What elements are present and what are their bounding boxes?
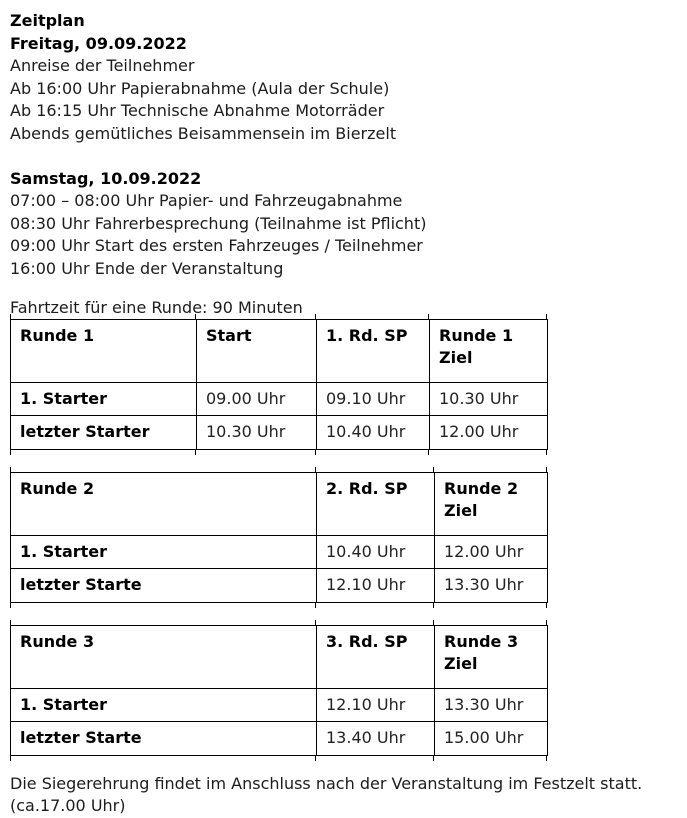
friday-heading: Freitag, 09.09.2022 [10, 33, 187, 53]
friday-line: Ab 16:00 Uhr Papierabnahme (Aula der Schule) [10, 78, 390, 98]
table-row [11, 688, 548, 722]
clipped-row-stub-bottom [10, 756, 547, 761]
header-cell-runde-3: Runde 3 [11, 625, 317, 688]
clipped-row-stub-top [10, 620, 547, 625]
row-label: 1. Starter [11, 535, 317, 569]
friday-line: Anreise der Teilnehmer [10, 56, 195, 75]
table-runde-1-wrap [10, 314, 547, 455]
stub-cell [434, 620, 547, 625]
header-cell-rd-sp: 2. Rd. SP [317, 472, 435, 535]
clipped-row-stub-top [10, 314, 547, 319]
time-cell: 13.30 Uhr [435, 688, 548, 722]
time-cell: 09.00 Uhr [197, 382, 317, 416]
table-header-row [11, 319, 548, 382]
time-cell: 12.10 Uhr [317, 688, 435, 722]
stub-cell [10, 450, 196, 455]
stub-cell [196, 314, 316, 319]
stub-cell [316, 756, 434, 761]
time-cell: 10.40 Uhr [317, 416, 430, 450]
time-cell: 15.00 Uhr [435, 722, 548, 756]
time-cell: 13.40 Uhr [317, 722, 435, 756]
time-cell: 10.40 Uhr [317, 535, 435, 569]
table-row [11, 416, 548, 450]
saturday-heading: Samstag, 10.09.2022 [10, 168, 202, 188]
stub-cell [10, 467, 316, 472]
saturday-line: 08:30 Uhr Fahrerbesprechung (Teilnahme ist Pflicht) [10, 213, 427, 233]
stub-cell [10, 603, 316, 608]
stub-cell [196, 450, 316, 455]
time-cell: 12.00 Uhr [430, 416, 548, 450]
clipped-row-stub-top [10, 467, 547, 472]
stub-cell [316, 467, 434, 472]
table-row [11, 569, 548, 603]
table-row [11, 382, 548, 416]
table-runde-2-wrap [10, 467, 547, 608]
header-cell-ziel: Runde 2 Ziel [435, 472, 548, 535]
time-cell: 13.30 Uhr [435, 569, 548, 603]
footer-line: Die Siegerehrung findet im Anschluss nach der Veranstaltung im Festzelt statt. [10, 773, 643, 793]
saturday-block [10, 168, 687, 281]
friday-block [10, 10, 687, 145]
table-row [11, 535, 548, 569]
row-label: letzter Starte [11, 722, 317, 756]
time-cell: 12.00 Uhr [435, 535, 548, 569]
clipped-row-stub-bottom [10, 603, 547, 608]
table-runde-1 [10, 319, 548, 450]
time-cell: 12.10 Uhr [317, 569, 435, 603]
header-cell-start: Start [197, 319, 317, 382]
saturday-line: 16:00 Uhr Ende der Veranstaltung [10, 258, 284, 278]
stub-cell [10, 314, 196, 319]
row-label: letzter Starter [11, 416, 197, 450]
blank-line [10, 280, 687, 297]
page-title: Zeitplan [10, 11, 85, 30]
stub-cell [434, 603, 547, 608]
row-label: 1. Starter [11, 688, 317, 722]
stub-cell [10, 620, 316, 625]
header-cell-runde-2: Runde 2 [11, 472, 317, 535]
header-cell-runde-1: Runde 1 [11, 319, 197, 382]
stub-cell [434, 756, 547, 761]
time-cell: 10.30 Uhr [197, 416, 317, 450]
header-cell-ziel: Runde 1 Ziel [430, 319, 548, 382]
stub-cell [316, 314, 429, 319]
row-label: letzter Starte [11, 569, 317, 603]
stub-cell [434, 467, 547, 472]
table-row [11, 722, 548, 756]
stub-cell [10, 756, 316, 761]
footer-block [10, 773, 687, 818]
friday-line: Abends gemütliches Beisammensein im Bierzelt [10, 123, 397, 143]
friday-line: Ab 16:15 Uhr Technische Abnahme Motorräder [10, 101, 385, 120]
header-cell-ziel: Runde 3 Ziel [435, 625, 548, 688]
time-cell: 09.10 Uhr [317, 382, 430, 416]
saturday-line: 07:00 – 08:00 Uhr Papier- und Fahrzeugabnahme [10, 191, 403, 210]
clipped-row-stub-bottom [10, 450, 547, 455]
header-cell-rd-sp: 1. Rd. SP [317, 319, 430, 382]
stub-cell [316, 603, 434, 608]
time-cell: 10.30 Uhr [430, 382, 548, 416]
table-header-row [11, 625, 548, 688]
table-runde-3 [10, 625, 548, 756]
saturday-line: 09:00 Uhr Start des ersten Fahrzeuges / Teilnehmer [10, 236, 423, 255]
stub-cell [429, 314, 547, 319]
stub-cell [316, 450, 429, 455]
row-label: 1. Starter [11, 382, 197, 416]
lap-time-note: Fahrtzeit für eine Runde: 90 Minuten [10, 298, 303, 317]
table-header-row [11, 472, 548, 535]
table-runde-3-wrap [10, 620, 547, 761]
blank-line [10, 145, 687, 168]
footer-line: (ca.17.00 Uhr) [10, 796, 126, 815]
table-runde-2 [10, 472, 548, 603]
header-cell-rd-sp: 3. Rd. SP [317, 625, 435, 688]
stub-cell [429, 450, 547, 455]
stub-cell [316, 620, 434, 625]
